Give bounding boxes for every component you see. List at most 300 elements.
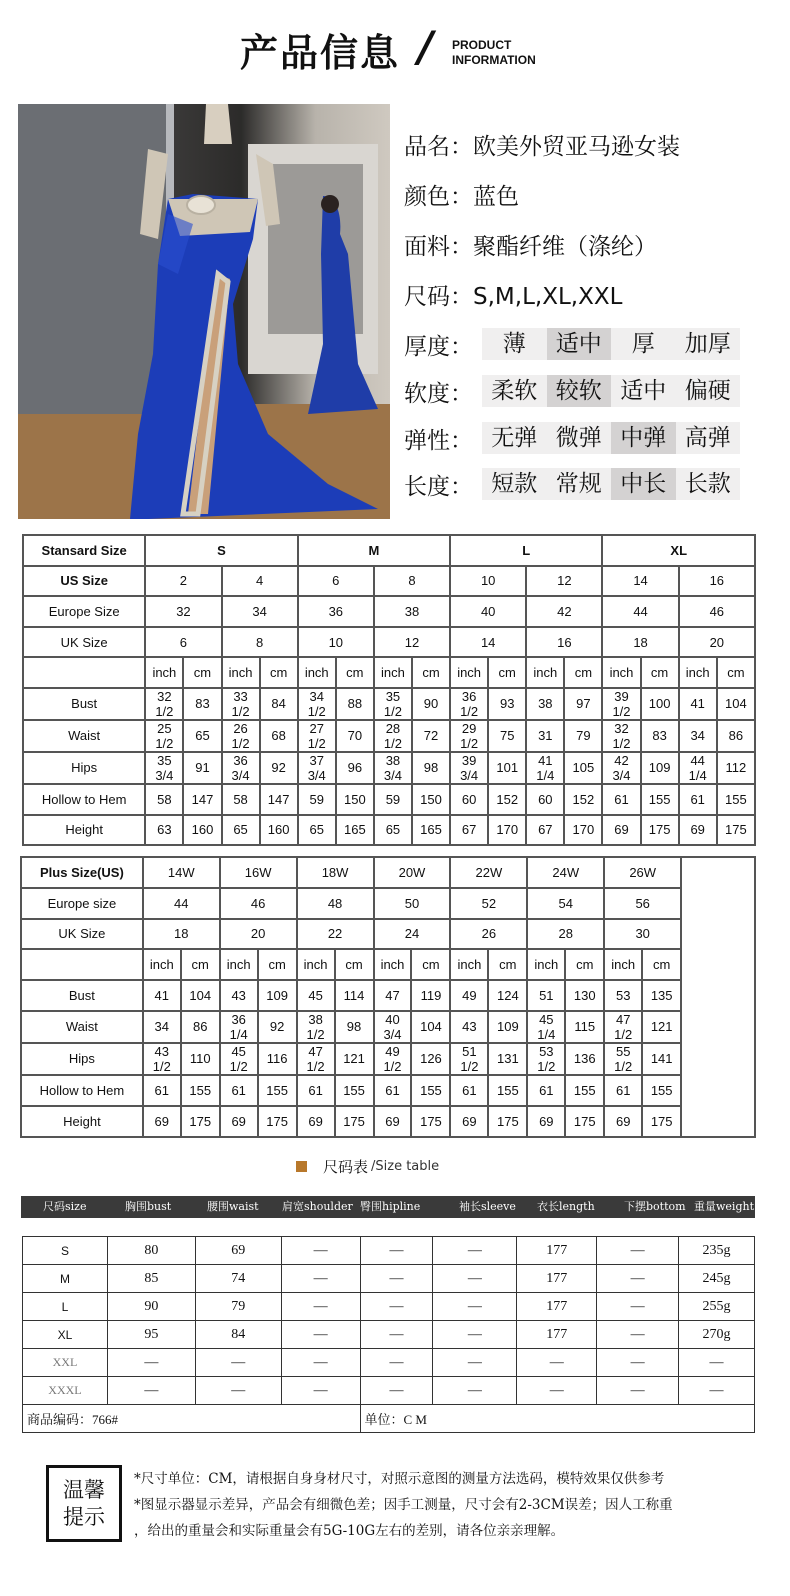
table-cell: 8 — [374, 566, 450, 597]
table-cell: 69 — [143, 1106, 181, 1137]
notice-title-line-2: 提示 — [63, 1504, 105, 1529]
product-size-value: S,M,L,XL,XXL — [473, 284, 623, 310]
unit-cm: cm — [336, 657, 374, 688]
table-cell: 155 — [642, 1075, 681, 1106]
table-cell: 101 — [488, 752, 526, 784]
product-name-value: 欧美外贸亚马逊女装 — [473, 134, 680, 160]
elasticity-row — [404, 422, 731, 456]
table-cell: 119 — [411, 980, 450, 1011]
table-cell: 50 — [374, 888, 451, 919]
table-cell: 75 — [488, 720, 526, 752]
product-fabric-value: 聚酯纤维（涤纶） — [473, 234, 657, 260]
table-cell: 51 1/2 — [450, 1043, 488, 1075]
table-cell: 53 1/2 — [527, 1043, 565, 1075]
measure-header-cell: 肩宽shoulder — [282, 1200, 353, 1213]
table-cell: 59 — [298, 784, 336, 815]
table-cell: 18 — [602, 627, 678, 658]
table-row — [23, 627, 755, 658]
table-cell: 59 — [374, 784, 412, 815]
table-cell: 65 — [298, 815, 336, 846]
table-cell: 79 — [195, 1293, 281, 1321]
row-label: Waist — [21, 1011, 143, 1043]
product-color-row — [404, 178, 519, 212]
table-cell: 69 — [602, 815, 640, 846]
table-cell: 49 — [450, 980, 488, 1011]
thickness-option: 薄 — [502, 331, 526, 357]
table-cell: 255g — [679, 1293, 755, 1321]
table-cell: 30 — [604, 919, 681, 950]
plus-size-table — [20, 856, 756, 1138]
table-row — [21, 1043, 755, 1075]
caption-en: /Size table — [371, 1159, 440, 1174]
table-cell: 61 — [527, 1075, 565, 1106]
product-photo — [18, 104, 390, 519]
unit-cm: cm — [717, 657, 755, 688]
table-row — [21, 949, 755, 980]
table-cell: 34 — [143, 1011, 181, 1043]
table-cell: 34 — [679, 720, 717, 752]
elasticity-label: 弹性： — [404, 428, 473, 454]
table-cell: 14 — [602, 566, 678, 597]
product-size-row — [404, 278, 622, 312]
softness-row — [404, 375, 731, 409]
table-row — [21, 1011, 755, 1043]
softness-option-selected: 较软 — [547, 375, 612, 407]
table-cell: — — [360, 1349, 433, 1377]
table-cell: 92 — [260, 752, 298, 784]
size-header: 18W — [297, 857, 374, 888]
table-row — [21, 1075, 755, 1106]
thickness-option: 加厚 — [684, 331, 731, 357]
table-cell: 270g — [679, 1321, 755, 1349]
table-cell: 121 — [642, 1011, 681, 1043]
table-cell: — — [597, 1265, 679, 1293]
table-row — [21, 919, 755, 950]
size-header: 16W — [220, 857, 297, 888]
table-cell: 147 — [183, 784, 221, 815]
length-label: 长度： — [404, 474, 473, 500]
elasticity-option: 微弹 — [555, 425, 602, 451]
unit-cm: cm — [411, 949, 450, 980]
table-cell: 39 1/2 — [602, 688, 640, 720]
table-cell: 93 — [488, 688, 526, 720]
table-row — [21, 888, 755, 919]
table-cell: — — [281, 1265, 360, 1293]
caption-bullet-icon — [296, 1161, 307, 1172]
table-cell: 86 — [717, 720, 755, 752]
table-cell: 42 3/4 — [602, 752, 640, 784]
table-cell: 55 1/2 — [604, 1043, 642, 1075]
unit-cm: cm — [260, 657, 298, 688]
table-cell: — — [433, 1377, 517, 1405]
table-cell: 98 — [335, 1011, 374, 1043]
size-header: 24W — [527, 857, 604, 888]
table-row — [23, 688, 755, 720]
table-row — [21, 857, 755, 888]
table-cell: 105 — [564, 752, 602, 784]
table-cell: 36 — [298, 596, 374, 627]
table-cell: 86 — [181, 1011, 220, 1043]
table-cell: 38 1/2 — [297, 1011, 335, 1043]
table-cell: 20 — [679, 627, 755, 658]
product-size-label: 尺码： — [404, 284, 473, 310]
table-cell: — — [597, 1237, 679, 1265]
table-cell: 69 — [527, 1106, 565, 1137]
title-separator: / — [418, 22, 434, 71]
table-cell: 67 — [526, 815, 564, 846]
table-cell: 72 — [412, 720, 450, 752]
notice-line: *尺寸单位：CM，请根据自身身材尺寸，对照示意图的测量方法选码，模特效果仅供参考 — [134, 1471, 665, 1487]
table-cell: — — [360, 1321, 433, 1349]
table-cell: 4 — [222, 566, 298, 597]
table-cell: 104 — [717, 688, 755, 720]
thickness-option: 厚 — [631, 331, 655, 357]
unit-inch: inch — [679, 657, 717, 688]
unit-cm: cm — [335, 949, 374, 980]
softness-options — [482, 375, 740, 407]
table-cell: 152 — [488, 784, 526, 815]
row-label: Bust — [21, 980, 143, 1011]
measure-header-cell: 臀围hipline — [360, 1200, 421, 1213]
table-cell: 90 — [412, 688, 450, 720]
table-cell: 47 1/2 — [604, 1011, 642, 1043]
table-cell: 53 — [604, 980, 642, 1011]
table-cell: L — [23, 1293, 108, 1321]
table-cell: — — [281, 1237, 360, 1265]
unit-cm: cm — [641, 657, 679, 688]
table-cell: 175 — [717, 815, 755, 846]
table-cell: 175 — [335, 1106, 374, 1137]
table-header-label: Plus Size(US) — [21, 857, 143, 888]
table-cell: 14 — [450, 627, 526, 658]
table-cell: 175 — [181, 1106, 220, 1137]
table-cell: — — [360, 1293, 433, 1321]
table-cell: 147 — [260, 784, 298, 815]
table-cell: — — [360, 1377, 433, 1405]
row-label: UK Size — [21, 919, 143, 950]
row-label: Hollow to Hem — [23, 784, 145, 815]
table-cell: 70 — [336, 720, 374, 752]
unit-cm: cm — [258, 949, 297, 980]
table-cell: 245g — [679, 1265, 755, 1293]
table-row — [23, 566, 755, 597]
table-cell: 44 — [602, 596, 678, 627]
unit-cm: cm — [181, 949, 220, 980]
table-cell: 104 — [411, 1011, 450, 1043]
table-cell: 155 — [181, 1075, 220, 1106]
unit-inch: inch — [143, 949, 181, 980]
page-title: 产品信息 — [240, 31, 401, 75]
table-cell: 109 — [641, 752, 679, 784]
table-cell: 24 — [374, 919, 451, 950]
table-cell: 40 — [450, 596, 526, 627]
table-cell: — — [517, 1349, 597, 1377]
product-name-row — [404, 128, 680, 162]
measure-header-cell: 尺码size — [43, 1200, 87, 1213]
table-cell: 28 — [527, 919, 604, 950]
thickness-row — [404, 328, 731, 362]
row-label: US Size — [23, 566, 145, 597]
table-cell: 130 — [565, 980, 604, 1011]
table-cell: — — [433, 1349, 517, 1377]
notice-badge — [46, 1465, 122, 1542]
table-cell: 16 — [679, 566, 755, 597]
table-cell: 114 — [335, 980, 374, 1011]
table-cell: 69 — [297, 1106, 335, 1137]
table-cell: 160 — [260, 815, 298, 846]
size-header: S — [145, 535, 297, 566]
table-cell: 41 1/4 — [526, 752, 564, 784]
unit-inch: inch — [450, 949, 488, 980]
table-cell: 177 — [517, 1265, 597, 1293]
unit-cm: cm — [183, 657, 221, 688]
unit-cm: cm — [488, 657, 526, 688]
softness-option: 偏硬 — [684, 378, 731, 404]
table-cell: 32 — [145, 596, 221, 627]
table-cell: 110 — [181, 1043, 220, 1075]
table-cell: 37 3/4 — [298, 752, 336, 784]
empty-column — [681, 857, 755, 1137]
table-cell: 177 — [517, 1321, 597, 1349]
table-cell: 45 1/2 — [220, 1043, 258, 1075]
table-cell: 40 3/4 — [374, 1011, 412, 1043]
table-cell: 74 — [195, 1265, 281, 1293]
notice-title-line-1: 温馨 — [63, 1477, 105, 1502]
unit-inch: inch — [602, 657, 640, 688]
unit-inch: inch — [374, 657, 412, 688]
table-cell: 60 — [450, 784, 488, 815]
product-code: 商品编码：766# — [23, 1405, 361, 1433]
table-cell: — — [360, 1265, 433, 1293]
table-cell: 58 — [222, 784, 260, 815]
table-cell — [23, 657, 145, 688]
row-label: Height — [21, 1106, 143, 1137]
table-cell: — — [597, 1321, 679, 1349]
row-label: Europe Size — [23, 596, 145, 627]
unit-inch: inch — [145, 657, 183, 688]
table-cell: 65 — [183, 720, 221, 752]
table-cell: 88 — [336, 688, 374, 720]
table-cell: 56 — [604, 888, 681, 919]
table-cell: 96 — [336, 752, 374, 784]
length-row — [404, 468, 731, 502]
row-label: Hips — [23, 752, 145, 784]
table-cell: 35 1/2 — [374, 688, 412, 720]
table-cell: 69 — [450, 1106, 488, 1137]
table-cell: 79 — [564, 720, 602, 752]
table-cell: — — [360, 1237, 433, 1265]
table-row — [21, 980, 755, 1011]
table-cell: 44 — [143, 888, 220, 919]
unit-inch: inch — [604, 949, 642, 980]
table-cell: 97 — [564, 688, 602, 720]
table-cell: 150 — [412, 784, 450, 815]
product-name-label: 品名： — [404, 134, 473, 160]
table-cell: 52 — [450, 888, 527, 919]
table-cell: 124 — [488, 980, 527, 1011]
row-label: UK Size — [23, 627, 145, 658]
table-cell: 45 1/4 — [527, 1011, 565, 1043]
table-cell: 44 1/4 — [679, 752, 717, 784]
table-row — [23, 720, 755, 752]
subtitle-line-2: INFORMATION — [452, 53, 536, 67]
table-cell: 31 — [526, 720, 564, 752]
standard-size-table — [22, 534, 756, 846]
table-cell: 6 — [298, 566, 374, 597]
measure-header-cell: 袖长sleeve — [459, 1200, 516, 1213]
table-cell: 22 — [297, 919, 374, 950]
table-cell: 175 — [488, 1106, 527, 1137]
table-cell: — — [679, 1349, 755, 1377]
table-cell: 84 — [260, 688, 298, 720]
table-cell: 33 1/2 — [222, 688, 260, 720]
table-cell: 165 — [336, 815, 374, 846]
table-cell: 90 — [107, 1293, 195, 1321]
table-cell: 51 — [527, 980, 565, 1011]
table-cell: 98 — [412, 752, 450, 784]
table-cell: 61 — [220, 1075, 258, 1106]
table-cell: — — [433, 1237, 517, 1265]
table-cell: 235g — [679, 1237, 755, 1265]
unit-inch: inch — [222, 657, 260, 688]
table-cell: — — [195, 1349, 281, 1377]
length-option: 短款 — [491, 471, 538, 497]
unit-inch: inch — [526, 657, 564, 688]
table-cell: — — [281, 1321, 360, 1349]
table-cell: 47 1/2 — [297, 1043, 335, 1075]
table-cell: 92 — [258, 1011, 297, 1043]
table-cell: 104 — [181, 980, 220, 1011]
table-cell: — — [281, 1349, 360, 1377]
table-cell: 38 — [374, 596, 450, 627]
table-cell: 61 — [374, 1075, 412, 1106]
table-cell: 155 — [411, 1075, 450, 1106]
table-cell: 160 — [183, 815, 221, 846]
table-row — [23, 1265, 755, 1293]
table-cell: 43 1/2 — [143, 1043, 181, 1075]
table-cell: — — [679, 1377, 755, 1405]
table-cell: 18 — [143, 919, 220, 950]
elasticity-option: 无弹 — [491, 425, 538, 451]
table-cell: 27 1/2 — [298, 720, 336, 752]
table-cell: 42 — [526, 596, 602, 627]
table-cell: XXL — [23, 1349, 108, 1377]
elasticity-options — [482, 422, 740, 454]
row-label: Bust — [23, 688, 145, 720]
table-cell: — — [433, 1265, 517, 1293]
table-cell: — — [597, 1293, 679, 1321]
unit-cm: cm — [642, 949, 681, 980]
table-cell: 61 — [143, 1075, 181, 1106]
table-cell: 10 — [450, 566, 526, 597]
row-label: Europe size — [21, 888, 143, 919]
table-row — [23, 784, 755, 815]
table-cell: 46 — [679, 596, 755, 627]
measure-table — [22, 1236, 755, 1433]
table-cell: 170 — [488, 815, 526, 846]
unit-inch: inch — [527, 949, 565, 980]
table-cell: 39 3/4 — [450, 752, 488, 784]
table-cell: 69 — [195, 1237, 281, 1265]
notice-line: *图显示器显示差异，产品会有细微色差；因手工测量，尺寸会有2-3CM误差；因人工称重 — [134, 1497, 673, 1513]
size-header: L — [450, 535, 602, 566]
table-cell: — — [281, 1377, 360, 1405]
table-cell: 10 — [298, 627, 374, 658]
caption-cn: 尺码表 — [323, 1158, 369, 1176]
table-row — [23, 1237, 755, 1265]
page-subtitle — [452, 38, 536, 68]
table-cell: 115 — [565, 1011, 604, 1043]
table-cell: 177 — [517, 1293, 597, 1321]
thickness-options — [482, 328, 740, 360]
table-cell: 35 3/4 — [145, 752, 183, 784]
page-header — [0, 0, 790, 96]
length-option: 常规 — [555, 471, 602, 497]
table-cell: 61 — [604, 1075, 642, 1106]
table-header-label: Stansard Size — [23, 535, 145, 566]
table-cell: — — [433, 1293, 517, 1321]
product-fabric-row — [404, 228, 657, 262]
row-label: Hips — [21, 1043, 143, 1075]
size-header: XL — [602, 535, 755, 566]
table-footer-row — [23, 1405, 755, 1433]
unit-note: 单位：C M — [360, 1405, 755, 1433]
row-label: Height — [23, 815, 145, 846]
size-table-caption — [296, 1156, 439, 1177]
measure-header-cell: 重量weight — [694, 1200, 754, 1213]
size-header: 14W — [143, 857, 220, 888]
table-cell: 12 — [526, 566, 602, 597]
table-cell: 65 — [374, 815, 412, 846]
softness-option: 适中 — [620, 378, 667, 404]
table-cell: 69 — [604, 1106, 642, 1137]
row-label: Waist — [23, 720, 145, 752]
size-header: M — [298, 535, 450, 566]
table-cell: 26 — [450, 919, 527, 950]
table-cell: — — [597, 1349, 679, 1377]
product-color-label: 颜色： — [404, 184, 473, 210]
table-cell: 175 — [411, 1106, 450, 1137]
table-cell: 28 1/2 — [374, 720, 412, 752]
size-header: 22W — [450, 857, 527, 888]
table-cell: 61 — [602, 784, 640, 815]
table-cell: 83 — [641, 720, 679, 752]
table-cell: 38 — [526, 688, 564, 720]
notice-text — [134, 1466, 774, 1544]
softness-label: 软度： — [404, 381, 473, 407]
length-options — [482, 468, 740, 500]
table-cell: 68 — [260, 720, 298, 752]
table-cell: 8 — [222, 627, 298, 658]
table-cell: 177 — [517, 1237, 597, 1265]
table-cell: 16 — [526, 627, 602, 658]
table-cell: — — [107, 1349, 195, 1377]
table-cell: 109 — [258, 980, 297, 1011]
table-cell: 63 — [145, 815, 183, 846]
table-cell: 20 — [220, 919, 297, 950]
table-cell: — — [281, 1293, 360, 1321]
table-cell: 100 — [641, 688, 679, 720]
table-cell: 155 — [641, 784, 679, 815]
size-header: 26W — [604, 857, 681, 888]
table-cell: 6 — [145, 627, 221, 658]
table-cell: 109 — [488, 1011, 527, 1043]
table-cell: 41 — [143, 980, 181, 1011]
table-row — [21, 1106, 755, 1137]
table-cell: 61 — [679, 784, 717, 815]
table-cell: 136 — [565, 1043, 604, 1075]
table-row — [23, 1321, 755, 1349]
